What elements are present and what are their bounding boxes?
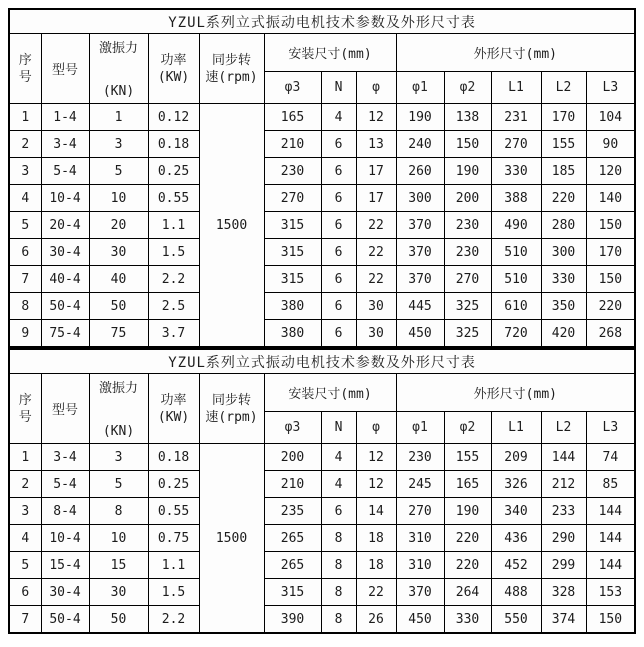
cell: 4 [9, 185, 41, 212]
cell: 270 [396, 498, 444, 525]
cell: 270 [491, 131, 541, 158]
cell: 30 [356, 320, 396, 348]
table-row [9, 579, 635, 606]
speed-merged-cell: 1500 [199, 444, 264, 634]
cell: 153 [586, 579, 635, 606]
col-header-l2: L2 [541, 71, 586, 103]
table-row [9, 525, 635, 552]
cell: 5 [89, 471, 148, 498]
cell: 488 [491, 579, 541, 606]
cell: 0.18 [148, 444, 199, 471]
cell: 8 [321, 606, 356, 634]
cell: 2.5 [148, 293, 199, 320]
cell: 150 [444, 131, 491, 158]
cell: 209 [491, 444, 541, 471]
cell: 350 [541, 293, 586, 320]
cell: 290 [541, 525, 586, 552]
cell: 245 [396, 471, 444, 498]
cell: 190 [396, 104, 444, 131]
cell: 14 [356, 498, 396, 525]
cell: 2.2 [148, 266, 199, 293]
cell: 85 [586, 471, 635, 498]
cell: 50-4 [41, 293, 89, 320]
cell: 4 [9, 525, 41, 552]
cell: 75-4 [41, 320, 89, 348]
cell: 144 [541, 444, 586, 471]
table-title-row [9, 9, 635, 34]
cell: 388 [491, 185, 541, 212]
table-body [9, 444, 635, 634]
cell: 30 [89, 239, 148, 266]
cell: 3 [89, 444, 148, 471]
cell: 8 [89, 498, 148, 525]
cell: 12 [356, 444, 396, 471]
cell: 6 [321, 158, 356, 185]
col-header-l1: L1 [491, 71, 541, 103]
cell: 436 [491, 525, 541, 552]
cell: 6 [321, 185, 356, 212]
cell: 7 [9, 606, 41, 634]
cell: 220 [444, 525, 491, 552]
cell: 3 [89, 131, 148, 158]
cell: 6 [321, 266, 356, 293]
cell: 18 [356, 552, 396, 579]
group-header-install-dims: 安装尺寸(mm) [264, 374, 396, 412]
cell: 3-4 [41, 131, 89, 158]
cell: 4 [321, 444, 356, 471]
cell: 0.75 [148, 525, 199, 552]
cell: 8 [321, 525, 356, 552]
cell: 370 [396, 212, 444, 239]
cell: 150 [586, 212, 635, 239]
cell: 330 [491, 158, 541, 185]
cell: 370 [396, 266, 444, 293]
header-row-main [9, 34, 635, 72]
col-header-l1: L1 [491, 411, 541, 443]
col-header-model: 型号 [41, 374, 89, 444]
cell: 13 [356, 131, 396, 158]
cell: 9 [9, 320, 41, 348]
col-header-speed: 同步转 速(rpm) [199, 34, 264, 104]
cell: 26 [356, 606, 396, 634]
cell: 10 [89, 185, 148, 212]
col-header-phi1: φ1 [396, 411, 444, 443]
cell: 22 [356, 239, 396, 266]
col-header-seq: 序 号 [9, 34, 41, 104]
cell: 20 [89, 212, 148, 239]
cell: 0.55 [148, 498, 199, 525]
cell: 2.2 [148, 606, 199, 634]
cell: 8-4 [41, 498, 89, 525]
cell: 610 [491, 293, 541, 320]
cell: 1 [89, 104, 148, 131]
cell: 155 [444, 444, 491, 471]
table-row [9, 293, 635, 320]
cell: 185 [541, 158, 586, 185]
cell: 264 [444, 579, 491, 606]
cell: 74 [586, 444, 635, 471]
cell: 50 [89, 606, 148, 634]
cell: 200 [264, 444, 321, 471]
cell: 18 [356, 525, 396, 552]
table-row [9, 158, 635, 185]
col-header-phi2: φ2 [444, 411, 491, 443]
table-title-row [9, 349, 635, 374]
cell: 326 [491, 471, 541, 498]
cell: 280 [541, 212, 586, 239]
cell: 10-4 [41, 525, 89, 552]
cell: 1-4 [41, 104, 89, 131]
cell: 370 [396, 239, 444, 266]
col-header-model: 型号 [41, 34, 89, 104]
cell: 315 [264, 239, 321, 266]
cell: 140 [586, 185, 635, 212]
cell: 233 [541, 498, 586, 525]
cell: 370 [396, 579, 444, 606]
cell: 0.25 [148, 158, 199, 185]
cell: 6 [321, 293, 356, 320]
cell: 30 [89, 579, 148, 606]
cell: 4 [321, 104, 356, 131]
table-row [9, 131, 635, 158]
cell: 75 [89, 320, 148, 348]
cell: 40 [89, 266, 148, 293]
cell: 550 [491, 606, 541, 634]
cell: 6 [9, 239, 41, 266]
cell: 270 [444, 266, 491, 293]
cell: 315 [264, 212, 321, 239]
cell: 30-4 [41, 579, 89, 606]
cell: 12 [356, 471, 396, 498]
cell: 510 [491, 266, 541, 293]
cell: 2 [9, 471, 41, 498]
col-header-power: 功率 (KW) [148, 374, 199, 444]
col-header-phi: φ [356, 411, 396, 443]
cell: 120 [586, 158, 635, 185]
table-row [9, 212, 635, 239]
cell: 5-4 [41, 158, 89, 185]
cell: 330 [444, 606, 491, 634]
col-header-phi3: φ3 [264, 411, 321, 443]
cell: 1.5 [148, 579, 199, 606]
cell: 190 [444, 498, 491, 525]
col-header-l2: L2 [541, 411, 586, 443]
col-header-phi1: φ1 [396, 71, 444, 103]
cell: 6 [321, 239, 356, 266]
col-header-l3: L3 [586, 71, 635, 103]
cell: 3-4 [41, 444, 89, 471]
cell: 380 [264, 320, 321, 348]
cell: 10-4 [41, 185, 89, 212]
cell: 6 [321, 320, 356, 348]
cell: 315 [264, 266, 321, 293]
col-header-phi: φ [356, 71, 396, 103]
cell: 299 [541, 552, 586, 579]
cell: 330 [541, 266, 586, 293]
cell: 452 [491, 552, 541, 579]
cell: 1.1 [148, 552, 199, 579]
table-row [9, 471, 635, 498]
cell: 420 [541, 320, 586, 348]
cell: 380 [264, 293, 321, 320]
cell: 5 [9, 552, 41, 579]
cell: 220 [586, 293, 635, 320]
cell: 170 [541, 104, 586, 131]
cell: 15 [89, 552, 148, 579]
table-row [9, 552, 635, 579]
cell: 268 [586, 320, 635, 348]
cell: 8 [321, 552, 356, 579]
cell: 450 [396, 606, 444, 634]
cell: 260 [396, 158, 444, 185]
cell: 0.12 [148, 104, 199, 131]
cell: 315 [264, 579, 321, 606]
cell: 340 [491, 498, 541, 525]
cell: 138 [444, 104, 491, 131]
cell: 155 [541, 131, 586, 158]
cell: 6 [321, 212, 356, 239]
cell: 22 [356, 266, 396, 293]
header-row-main [9, 374, 635, 412]
col-header-n: N [321, 71, 356, 103]
cell: 165 [264, 104, 321, 131]
cell: 20-4 [41, 212, 89, 239]
cell: 3 [9, 158, 41, 185]
cell: 12 [356, 104, 396, 131]
cell: 7 [9, 266, 41, 293]
cell: 328 [541, 579, 586, 606]
cell: 212 [541, 471, 586, 498]
col-header-n: N [321, 411, 356, 443]
cell: 6 [9, 579, 41, 606]
cell: 90 [586, 131, 635, 158]
cell: 17 [356, 185, 396, 212]
cell: 30 [356, 293, 396, 320]
cell: 8 [9, 293, 41, 320]
col-header-phi3: φ3 [264, 71, 321, 103]
cell: 265 [264, 525, 321, 552]
cell: 1.1 [148, 212, 199, 239]
cell: 300 [396, 185, 444, 212]
cell: 230 [444, 239, 491, 266]
cell: 270 [264, 185, 321, 212]
table-row [9, 320, 635, 348]
cell: 10 [89, 525, 148, 552]
table-title: YZUL系列立式振动电机技术参数及外形尺寸表 [9, 349, 635, 374]
table-title: YZUL系列立式振动电机技术参数及外形尺寸表 [9, 9, 635, 34]
cell: 30-4 [41, 239, 89, 266]
table-row [9, 444, 635, 471]
cell: 150 [586, 606, 635, 634]
spec-table-lower [8, 348, 636, 634]
cell: 50-4 [41, 606, 89, 634]
table-row [9, 498, 635, 525]
cell: 235 [264, 498, 321, 525]
cell: 210 [264, 471, 321, 498]
col-header-force: 激振力 (KN) [89, 34, 148, 104]
cell: 104 [586, 104, 635, 131]
cell: 50 [89, 293, 148, 320]
cell: 310 [396, 525, 444, 552]
cell: 1 [9, 104, 41, 131]
cell: 325 [444, 293, 491, 320]
cell: 310 [396, 552, 444, 579]
cell: 0.55 [148, 185, 199, 212]
cell: 220 [541, 185, 586, 212]
cell: 40-4 [41, 266, 89, 293]
cell: 300 [541, 239, 586, 266]
cell: 200 [444, 185, 491, 212]
cell: 144 [586, 525, 635, 552]
cell: 231 [491, 104, 541, 131]
cell: 144 [586, 552, 635, 579]
cell: 15-4 [41, 552, 89, 579]
col-header-speed: 同步转 速(rpm) [199, 374, 264, 444]
cell: 150 [586, 266, 635, 293]
cell: 0.18 [148, 131, 199, 158]
cell: 720 [491, 320, 541, 348]
cell: 374 [541, 606, 586, 634]
cell: 6 [321, 131, 356, 158]
cell: 265 [264, 552, 321, 579]
col-header-seq: 序 号 [9, 374, 41, 444]
cell: 2 [9, 131, 41, 158]
col-header-l3: L3 [586, 411, 635, 443]
cell: 5-4 [41, 471, 89, 498]
cell: 510 [491, 239, 541, 266]
cell: 6 [321, 498, 356, 525]
spec-table-upper [8, 8, 636, 348]
table-row [9, 606, 635, 634]
cell: 220 [444, 552, 491, 579]
col-header-force: 激振力 (KN) [89, 374, 148, 444]
col-header-phi2: φ2 [444, 71, 491, 103]
cell: 230 [444, 212, 491, 239]
cell: 8 [321, 579, 356, 606]
cell: 230 [264, 158, 321, 185]
cell: 0.25 [148, 471, 199, 498]
cell: 230 [396, 444, 444, 471]
cell: 1.5 [148, 239, 199, 266]
cell: 5 [9, 212, 41, 239]
cell: 240 [396, 131, 444, 158]
cell: 1 [9, 444, 41, 471]
cell: 325 [444, 320, 491, 348]
col-header-power: 功率 (KW) [148, 34, 199, 104]
cell: 450 [396, 320, 444, 348]
cell: 5 [89, 158, 148, 185]
group-header-install-dims: 安装尺寸(mm) [264, 34, 396, 72]
cell: 490 [491, 212, 541, 239]
cell: 190 [444, 158, 491, 185]
cell: 390 [264, 606, 321, 634]
cell: 445 [396, 293, 444, 320]
table-row [9, 266, 635, 293]
cell: 4 [321, 471, 356, 498]
cell: 210 [264, 131, 321, 158]
cell: 17 [356, 158, 396, 185]
group-header-outline-dims: 外形尺寸(mm) [396, 374, 635, 412]
cell: 22 [356, 212, 396, 239]
cell: 3.7 [148, 320, 199, 348]
group-header-outline-dims: 外形尺寸(mm) [396, 34, 635, 72]
table-row [9, 239, 635, 266]
table-row [9, 104, 635, 131]
table-body [9, 104, 635, 348]
speed-merged-cell: 1500 [199, 104, 264, 348]
cell: 22 [356, 579, 396, 606]
cell: 165 [444, 471, 491, 498]
cell: 170 [586, 239, 635, 266]
cell: 3 [9, 498, 41, 525]
table-row [9, 185, 635, 212]
cell: 144 [586, 498, 635, 525]
